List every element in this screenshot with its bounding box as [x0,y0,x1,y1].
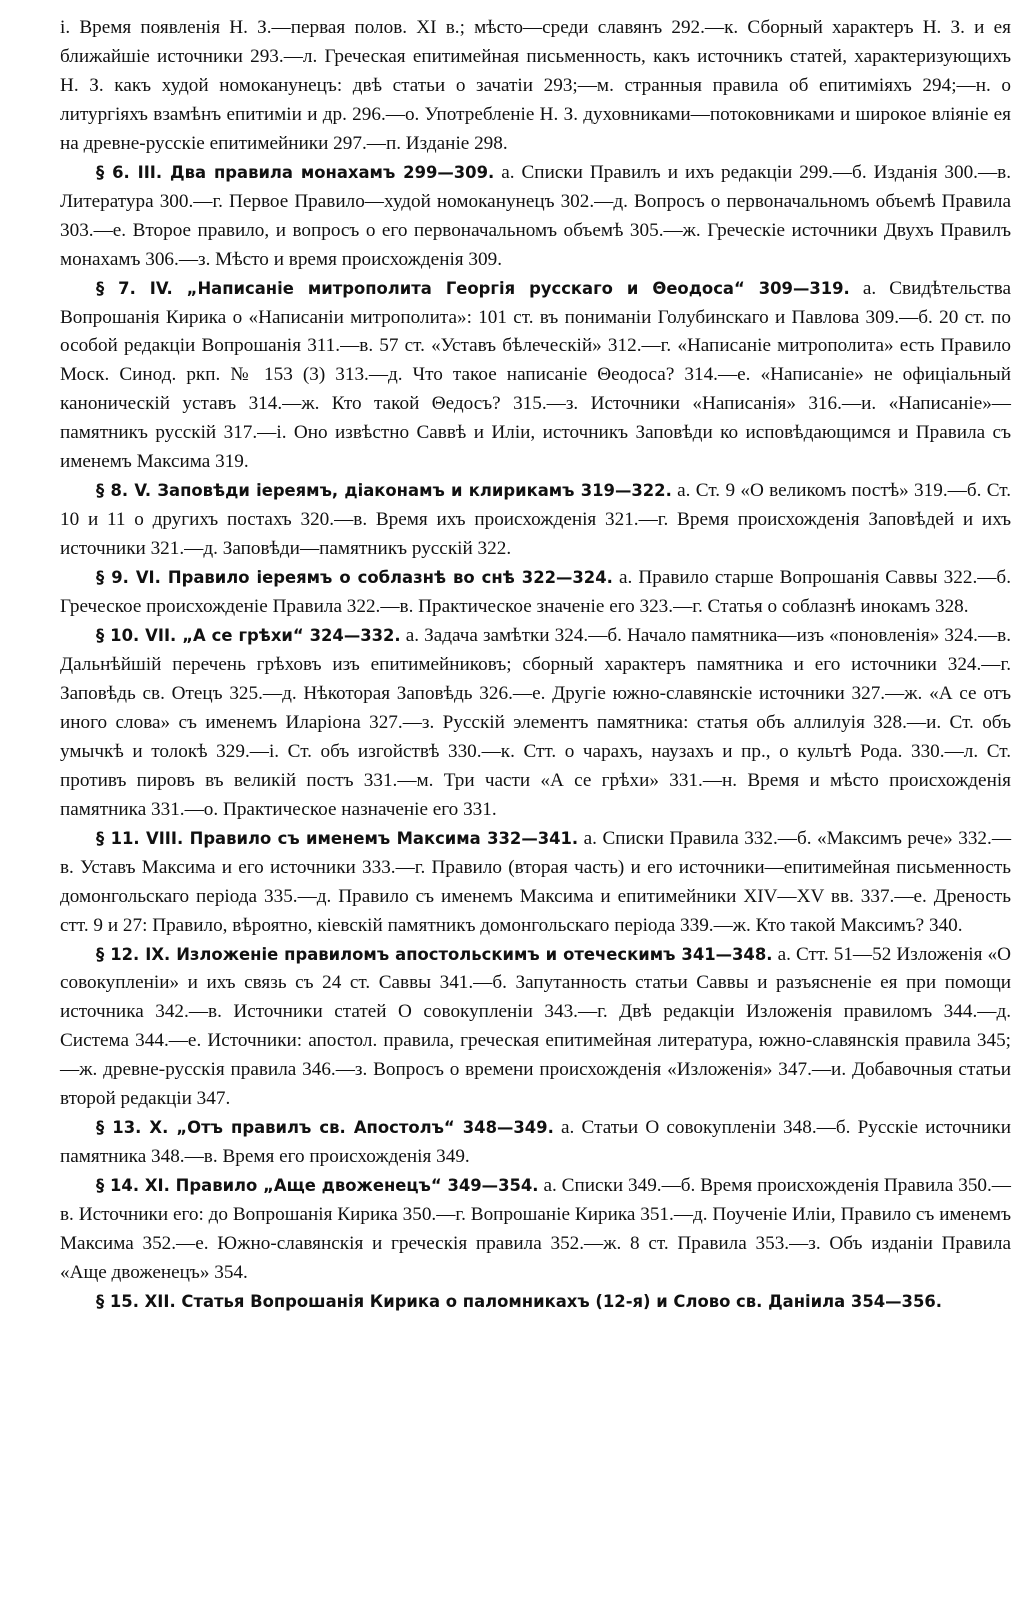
section-11-heading: § 11. VIII. Правило съ именемъ Максима 332—341. [96,828,579,848]
section-9-heading: § 9. VI. Правило іереямъ о соблазнѣ во снѣ 322—324. [96,568,613,588]
section-7-heading: § 7. IV. „Написаніе митрополита Георгія русскаго и Θеодоса“ 309—319. [96,278,850,298]
paragraph-continued: і. Время появленія Н. З.—первая полов. XI в.; мѣсто—среди славянъ 292.—к. Сборный характеръ Н. З. и ея ближайшіе источники 293.—л. Греческая епитимейная письменность, какъ источникъ статей, характеризующихъ Н. З. какъ худой номоканунецъ: двѣ статьи о зачатіи 293;—м. странныя правила об епитиміяхъ 294;—н. о литургіяхъ взамѣнъ епитиміи и др. 296.—о. Употребленіе Н. З. духовниками—потоковниками и широкое вліяніе ея на древне-руcскіе епитимейники 297.—п. Изданіе 298. [60,17,1011,154]
section-9 [60,564,1011,622]
section-6-heading: § 6. III. Два правила монахамъ 299—309. [96,162,495,182]
section-12-heading: § 12. IX. Изложеніе правиломъ апостольскимъ и отеческимъ 341—348. [96,944,773,964]
section-10 [60,622,1011,825]
section-15 [60,1288,1011,1317]
section-11 [60,825,1011,941]
section-13-body: а. Статьи О совокупленіи 348.—б. Русскіе источники памятника 348.—в. Время его происхожденія 349. [60,1117,1012,1168]
section-7-body: а. Свидѣтельства Вопрошанія Кирика о «Написаніи митрополита»: 101 ст. въ пониманіи Голубинскаго и Павлова 309.—б. 20 ст. по особой редакціи Вопрошанія 311.—в. 57 ст. «Уставъ бѣлеческій» 312.—г. «Написаніе митрополита» есть Правило Моск. Синод. ркп. № 153 (3) 313.—д. Что такое написаніе Θеодоса? 314.—е. «Написаніе» не офиціальный каноническій уставъ 314.—ж. Кто такой Θедосъ? 315.—з. Источники «Написанія» 316.—и. «Написаніе»—памятникъ русскій 317.—і. Оно извѣстно Саввѣ и Иліи, источникъ Заповѣди ко исповѣдающимся и Правила съ именемъ Максима 319. [60,277,1012,473]
section-6-body: а. Списки Правилъ и ихъ редакціи 299.—б. Изданія 300.—в. Литература 300.—г. Первое Правило—худой номоканунецъ 302.—д. Вопросъ о первоначальномъ объемѣ Правила 303.—е. Второе правило, и вопросъ о его первоначальномъ объемѣ 305.—ж. Греческіе источники Двухъ Правилъ монахамъ 306.—з. Мѣсто и время происхожденія 309. [60,161,1012,270]
section-8 [60,477,1011,564]
section-14-heading: § 14. XI. Правило „Аще двоженецъ“ 349—354. [96,1176,539,1196]
section-8-body: а. Ст. 9 «О великомъ постѣ» 319.—б. Ст. 10 и 11 о другихъ постахъ 320.—в. Время ихъ происхожденія 321.—г. Время происхожденія Заповѣдей и ихъ источники 321.—д. Заповѣди—памятникъ русскій 322. [60,480,1012,560]
section-6 [60,159,1011,275]
section-8-heading: § 8. V. Заповѣди іереямъ, діаконамъ и клирикамъ 319—322. [96,481,672,501]
section-15-heading: § 15. XII. Статья Вопрошанія Кирика о паломникахъ (12-я) и Слово св. Даніила 354—356. [96,1291,942,1311]
section-11-body: а. Списки Правила 332.—б. «Максимъ рече» 332.—в. Уставъ Максима и его источники 333.—г. Правило (вторая часть) и его источники—епитимейная письменность домонгольскаго періода 335.—д. Правило съ именемъ Максима и епитимейники XIV—XV вв. 337.—е. Дреность стт. 9 и 27: Правило, вѣроятно, кіевскій памятникъ домонгольскаго періода 339.—ж. Кто такой Максимъ? 340. [60,827,1012,936]
section-10-heading: § 10. VII. „А се грѣхи“ 324—332. [96,626,401,646]
section-13 [60,1114,1011,1172]
section-12-body: а. Стт. 51—52 Изложенія «О совокупленіи» и ихъ связь съ 24 ст. Саввы 341.—б. Запутанность статьи Саввы и разъясненіе ея при помощи источника 342.—в. Источники статей О совокупленіи 343.—г. Двѣ редакціи Изложенія правиломъ 344.—д. Система 344.—е. Источники: апостол. правила, греческая епитимейная литература, южно-славянскія правила 345;—ж. древне-русскія правила 346.—з. Вопросъ о времени происхожденія «Изложенія» 347.—и. Добавочныя статьи второй редакціи 347. [60,943,1011,1110]
section-13-heading: § 13. X. „Отъ правилъ св. Апостолъ“ 348—349. [96,1118,554,1138]
section-14-body: а. Списки 349.—б. Время происхожденія Правила 350.—в. Источники его: до Вопрошанія Кирика 350.—г. Вопрошаніе Кирика 351.—д. Поученіе Иліи, Правило съ именемъ Максима 352.—е. Южно-славянскія и греческія правила 352.—ж. 8 ст. Правила 353.—з. Объ изданіи Правила «Аще двоженецъ» 354. [60,1175,1011,1283]
section-9-body: а. Правило старше Вопрошанія Саввы 322.—б. Греческое происхожденіе Правила 322.—в. Практическое значеніе его 323.—г. Статья о соблазнѣ инокамъ 328. [60,567,1011,618]
section-14 [60,1172,1011,1288]
section-12 [60,941,1011,1115]
section-10-body: а. Задача замѣтки 324.—б. Начало памятника—изъ «поновленія» 324.—в. Дальнѣйшій перечень грѣховъ изъ епитимейниковъ; сборный характеръ памятника и его источники 324.—г. Заповѣдь св. Отецъ 325.—д. Нѣкоторая Заповѣдь 326.—е. Другіе южно-славянскіе источники 327.—ж. «А се отъ иного слова» съ именемъ Иларіона 327.—з. Русскій элементъ памятника: статья объ аллилуія 328.—и. Ст. объ умычкѣ и толокѣ 329.—і. Ст. объ изгойствѣ 330.—к. Стт. о чарахъ, наузахъ и пр., о культѣ Рода. 330.—л. Ст. противъ пировъ въ великій постъ 331.—м. Три части «А се грѣхи» 331.—н. Время и мѣсто происхожденія памятника 331.—о. Практическое назначеніе его 331. [60,625,1011,820]
section-7 [60,275,1011,478]
